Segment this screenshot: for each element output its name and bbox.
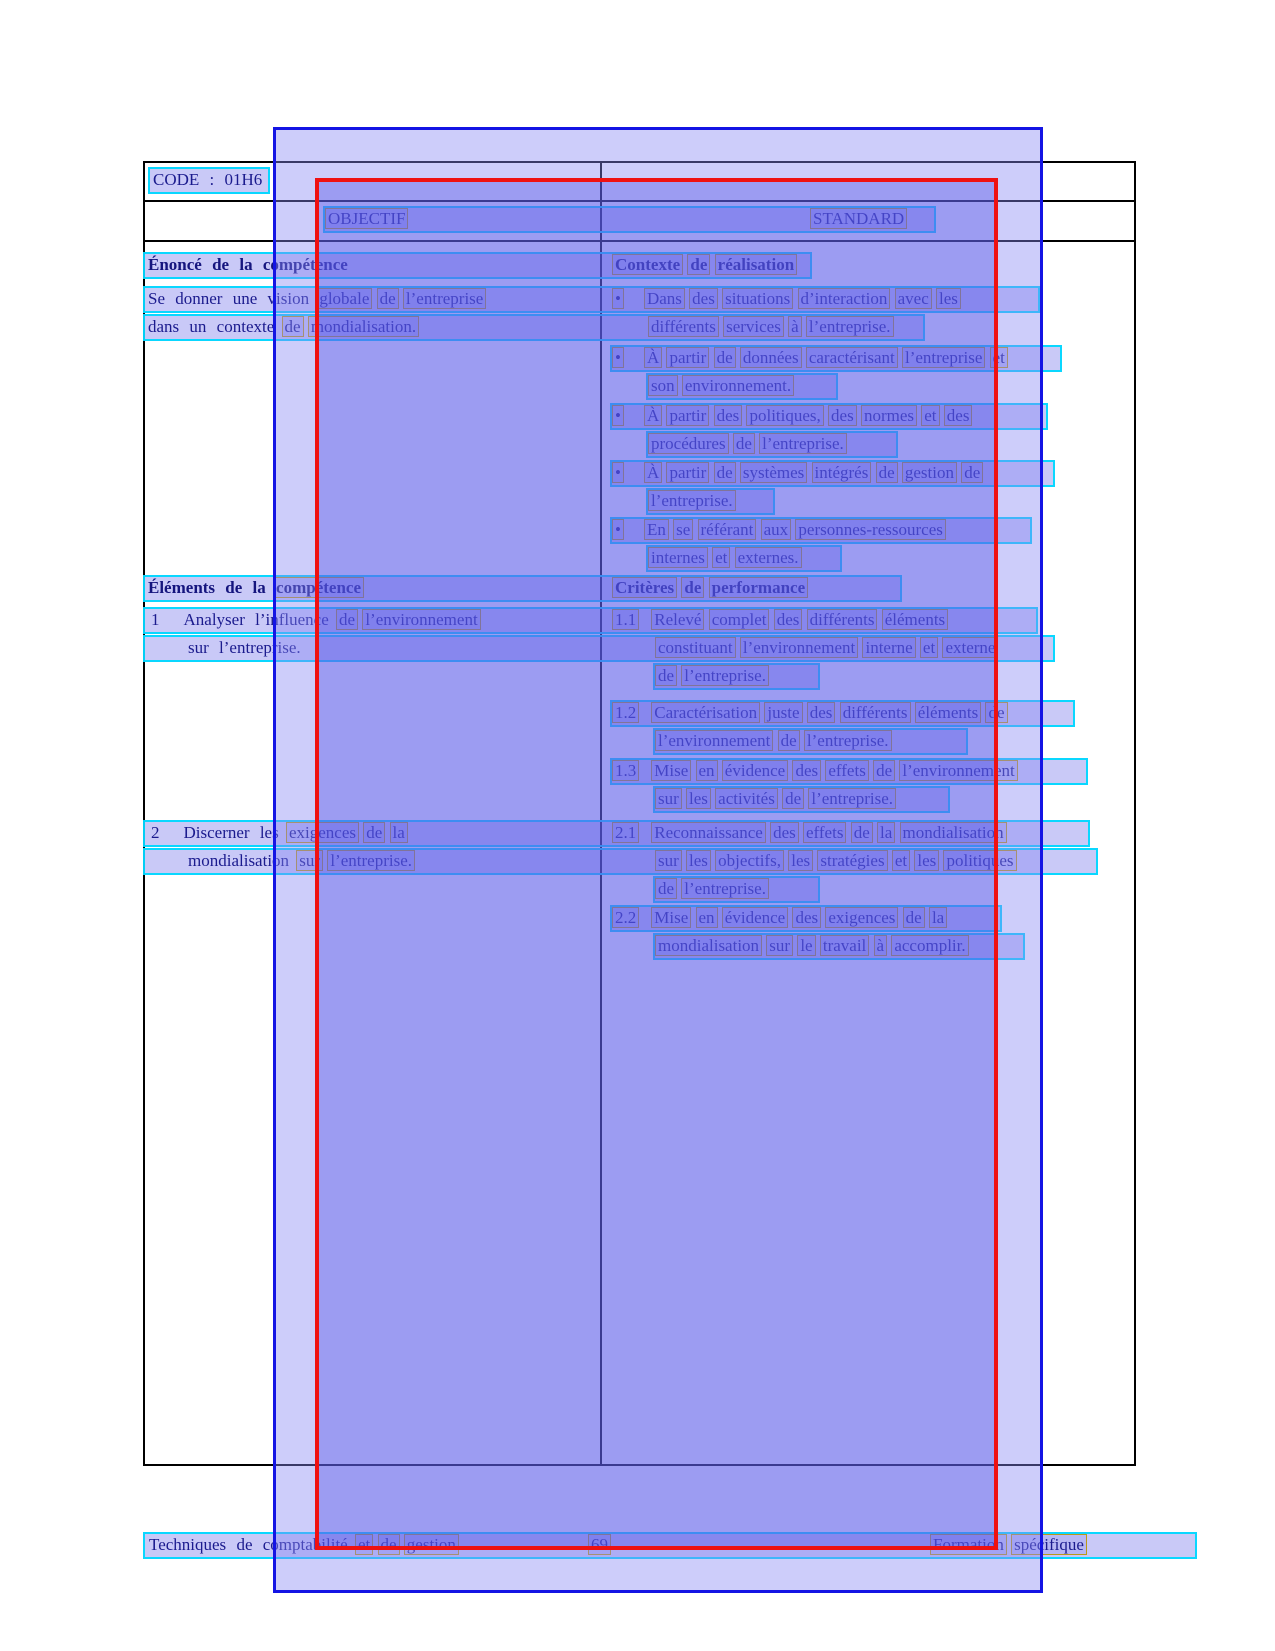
text-segment <box>655 637 998 659</box>
word: partir <box>666 347 709 368</box>
word: comptabilité <box>262 1535 348 1554</box>
word: Formation <box>930 1534 1007 1555</box>
item-number: 2.2 <box>612 907 639 928</box>
word: différents <box>648 316 719 337</box>
word: Dans <box>644 288 685 309</box>
text-segment <box>612 822 1007 844</box>
table-row-line <box>143 240 1136 242</box>
word: d’interaction <box>798 288 891 309</box>
heading-criteres-performance <box>612 577 808 599</box>
text-segment <box>612 288 961 310</box>
text-row-highlight <box>143 820 1090 847</box>
word: les <box>686 788 711 809</box>
word: 69 <box>588 1534 611 1555</box>
item-number: 1.2 <box>612 702 639 723</box>
word: de <box>655 878 677 899</box>
word: complet <box>709 609 770 630</box>
word: contexte <box>216 317 275 336</box>
item-number: 2.1 <box>612 822 639 843</box>
word: de <box>961 462 983 483</box>
text-row-highlight <box>653 933 1025 960</box>
word: de <box>778 730 800 751</box>
bullet-marker: • <box>612 462 624 483</box>
text-segment <box>185 850 415 872</box>
word: en <box>696 760 718 781</box>
word: de <box>873 760 895 781</box>
word: Éléments <box>148 578 216 597</box>
word: Se <box>148 289 165 308</box>
word: sur <box>655 850 682 871</box>
text-row-highlight <box>610 345 1062 372</box>
text-row-highlight <box>653 876 820 903</box>
word: les <box>914 850 939 871</box>
word: de <box>378 1534 400 1555</box>
text-segment <box>148 609 481 631</box>
table-column-divider <box>600 161 602 1466</box>
word: de <box>687 254 710 275</box>
word: de <box>714 347 736 368</box>
heading-enonce-competence <box>145 254 351 276</box>
word: Techniques <box>149 1535 227 1554</box>
word: les <box>788 850 813 871</box>
word: À <box>644 405 662 426</box>
word: des <box>689 288 718 309</box>
text-segment <box>612 347 1008 369</box>
word: des <box>828 405 857 426</box>
word: mondialisation <box>900 822 1007 843</box>
word: l’entreprise <box>902 347 985 368</box>
word: sur <box>766 935 793 956</box>
text-row-highlight <box>143 848 1098 875</box>
bullet-marker: • <box>612 405 624 426</box>
word: sur <box>296 850 323 871</box>
word: de <box>733 433 755 454</box>
word: des <box>944 405 973 426</box>
text-row-highlight <box>610 403 1048 430</box>
word: systèmes <box>740 462 807 483</box>
word: exigences <box>286 822 359 843</box>
text-segment <box>612 702 1008 724</box>
text-row-highlight <box>646 431 898 458</box>
word: l’environnement <box>740 637 858 658</box>
word: Critères <box>612 577 677 598</box>
footer-right-text <box>930 1534 1087 1556</box>
word: la <box>239 255 253 274</box>
word: intégrés <box>812 462 872 483</box>
word: de <box>876 462 898 483</box>
word: dans <box>148 317 180 336</box>
word: l’entreprise. <box>681 878 769 899</box>
word: la <box>252 578 266 597</box>
text-row-highlight <box>143 607 1038 634</box>
word: et <box>990 347 1008 368</box>
text-row-highlight <box>143 286 1040 313</box>
word: des <box>792 760 821 781</box>
word: et <box>920 637 938 658</box>
text-segment <box>655 730 892 752</box>
word: et <box>921 405 939 426</box>
word: Énoncé <box>148 255 202 274</box>
word: stratégies <box>817 850 887 871</box>
word: les <box>686 850 711 871</box>
text-segment <box>655 850 1017 872</box>
text-segment <box>648 433 847 455</box>
text-row-highlight <box>646 488 775 515</box>
word: se <box>673 519 693 540</box>
text-row-highlight <box>143 314 925 341</box>
word: de <box>714 462 736 483</box>
word: la <box>390 822 408 843</box>
text-row-highlight <box>143 575 902 602</box>
word: compétence <box>273 577 364 598</box>
word: Analyser <box>183 610 245 629</box>
word: externes. <box>735 547 802 568</box>
text-row-highlight <box>610 700 1075 727</box>
footer-left-text <box>146 1534 459 1556</box>
word: Caractérisation <box>651 702 760 723</box>
table-row-line <box>143 200 1136 202</box>
word: de <box>681 577 704 598</box>
word: normes <box>861 405 917 426</box>
text-segment <box>612 405 972 427</box>
word: compétence <box>262 255 348 274</box>
word: sur <box>655 788 682 809</box>
code-label <box>150 169 265 191</box>
word: vision <box>267 289 310 308</box>
word: l’entreprise. <box>759 433 847 454</box>
word: politiques, <box>746 405 823 426</box>
word: sur <box>188 638 209 657</box>
table-header-standard <box>810 208 907 230</box>
word: réalisation <box>715 254 798 275</box>
word: l’entreprise. <box>327 850 415 871</box>
word: situations <box>722 288 793 309</box>
table-header-objectif <box>325 208 408 230</box>
word: internes <box>648 547 708 568</box>
word: le <box>797 935 815 956</box>
word: procédures <box>648 433 729 454</box>
word: : <box>209 170 215 189</box>
word: aux <box>761 519 792 540</box>
word: politiques <box>943 850 1016 871</box>
text-row-highlight <box>323 206 936 233</box>
word: Reconnaissance <box>651 822 766 843</box>
word: À <box>644 462 662 483</box>
word: avec <box>895 288 932 309</box>
word: les <box>936 288 961 309</box>
word: l’entreprise. <box>219 638 301 657</box>
text-row-highlight <box>610 905 1002 932</box>
text-segment <box>145 316 419 338</box>
text-segment <box>612 519 946 541</box>
word: gestion <box>404 1534 459 1555</box>
word: l’influence <box>255 610 329 629</box>
word: à <box>788 316 802 337</box>
word: OBJECTIF <box>325 208 408 229</box>
word: juste <box>764 702 802 723</box>
bullet-marker: • <box>612 519 624 540</box>
word: caractérisant <box>806 347 898 368</box>
word: donner <box>175 289 223 308</box>
word: de <box>212 255 230 274</box>
word: les <box>259 823 279 842</box>
word: différents <box>807 609 878 630</box>
word: services <box>723 316 784 337</box>
text-row-highlight <box>653 786 950 813</box>
word: interne <box>862 637 915 658</box>
word: la <box>929 907 947 928</box>
word: Relevé <box>651 609 704 630</box>
word: de <box>282 316 304 337</box>
word: gestion <box>902 462 957 483</box>
word: évidence <box>722 907 788 928</box>
text-segment <box>185 637 304 659</box>
text-segment <box>655 665 769 687</box>
text-row-highlight <box>148 167 270 194</box>
text-segment <box>648 316 894 338</box>
word: externe <box>942 637 998 658</box>
text-segment <box>145 288 486 310</box>
item-number: 2 <box>151 823 160 842</box>
word: des <box>807 702 836 723</box>
item-number: 1 <box>151 610 160 629</box>
text-row-highlight <box>143 1532 1197 1559</box>
word: l’environnement <box>362 609 480 630</box>
word: travail <box>820 935 869 956</box>
word: partir <box>666 462 709 483</box>
word: des <box>792 907 821 928</box>
text-segment <box>148 822 408 844</box>
word: l’environnement <box>899 760 1017 781</box>
heading-elements-competence <box>145 577 364 599</box>
word: constituant <box>655 637 736 658</box>
word: l’entreprise. <box>806 316 894 337</box>
text-segment <box>612 760 1018 782</box>
word: de <box>336 609 358 630</box>
text-row-highlight <box>653 663 820 690</box>
word: éléments <box>882 609 948 630</box>
text-row-highlight <box>143 635 1055 662</box>
text-segment <box>612 609 948 631</box>
word: l’entreprise. <box>648 490 736 511</box>
word: son <box>648 375 678 396</box>
word: globale <box>316 288 372 309</box>
word: des <box>774 609 803 630</box>
word: données <box>740 347 802 368</box>
text-segment <box>655 788 896 810</box>
word: l’entreprise. <box>804 730 892 751</box>
word: des <box>714 405 743 426</box>
word: 01H6 <box>224 170 263 189</box>
word: spécifique <box>1011 1534 1087 1555</box>
word: exigences <box>825 907 898 928</box>
word: l’entreprise. <box>681 665 769 686</box>
word: mondialisation. <box>308 316 419 337</box>
word: partir <box>666 405 709 426</box>
bullet-marker: • <box>612 288 624 309</box>
text-row-highlight <box>143 252 812 279</box>
word: activités <box>715 788 778 809</box>
word: et <box>355 1534 373 1555</box>
word: référant <box>698 519 757 540</box>
word: évidence <box>722 760 788 781</box>
word: à <box>874 935 888 956</box>
text-row-highlight <box>646 545 842 572</box>
text-segment <box>612 462 983 484</box>
word: de <box>985 702 1007 723</box>
bullet-marker: • <box>612 347 624 368</box>
text-segment <box>648 375 794 397</box>
word: de <box>377 288 399 309</box>
word: mondialisation <box>188 851 290 870</box>
heading-contexte-realisation <box>612 254 797 276</box>
word: effets <box>803 822 846 843</box>
text-segment <box>612 907 947 929</box>
word: en <box>696 907 718 928</box>
word: de <box>225 578 243 597</box>
word: de <box>851 822 873 843</box>
word: performance <box>709 577 808 598</box>
word: un <box>189 317 207 336</box>
word: une <box>232 289 258 308</box>
word: de <box>655 665 677 686</box>
word: de <box>236 1535 253 1554</box>
text-segment <box>648 547 802 569</box>
item-number: 1.3 <box>612 760 639 781</box>
text-row-highlight <box>610 517 1032 544</box>
word: de <box>363 822 385 843</box>
word: À <box>644 347 662 368</box>
word: objectifs, <box>715 850 784 871</box>
text-segment <box>655 878 769 900</box>
word: Contexte <box>612 254 683 275</box>
item-number: 1.1 <box>612 609 639 630</box>
word: et <box>892 850 910 871</box>
text-row-highlight <box>646 373 838 400</box>
word: l’entreprise <box>403 288 486 309</box>
word: de <box>903 907 925 928</box>
word: CODE <box>153 170 200 189</box>
word: STANDARD <box>810 208 907 229</box>
word: personnes-ressources <box>795 519 945 540</box>
text-segment <box>648 490 736 512</box>
word: environnement. <box>682 375 794 396</box>
word: des <box>770 822 799 843</box>
word: de <box>782 788 804 809</box>
word: l’entreprise. <box>808 788 896 809</box>
word: la <box>877 822 895 843</box>
word: Mise <box>651 907 691 928</box>
word: Mise <box>651 760 691 781</box>
word: accomplir. <box>891 935 968 956</box>
word: éléments <box>915 702 981 723</box>
word: différents <box>840 702 911 723</box>
word: et <box>712 547 730 568</box>
word: En <box>644 519 669 540</box>
word: mondialisation <box>655 935 762 956</box>
text-segment <box>655 935 969 957</box>
word: Discerner <box>183 823 250 842</box>
text-row-highlight <box>610 758 1088 785</box>
text-row-highlight <box>610 460 1055 487</box>
word: l’environnement <box>655 730 773 751</box>
word: effets <box>825 760 868 781</box>
text-row-highlight <box>653 728 968 755</box>
page-number <box>588 1534 611 1556</box>
